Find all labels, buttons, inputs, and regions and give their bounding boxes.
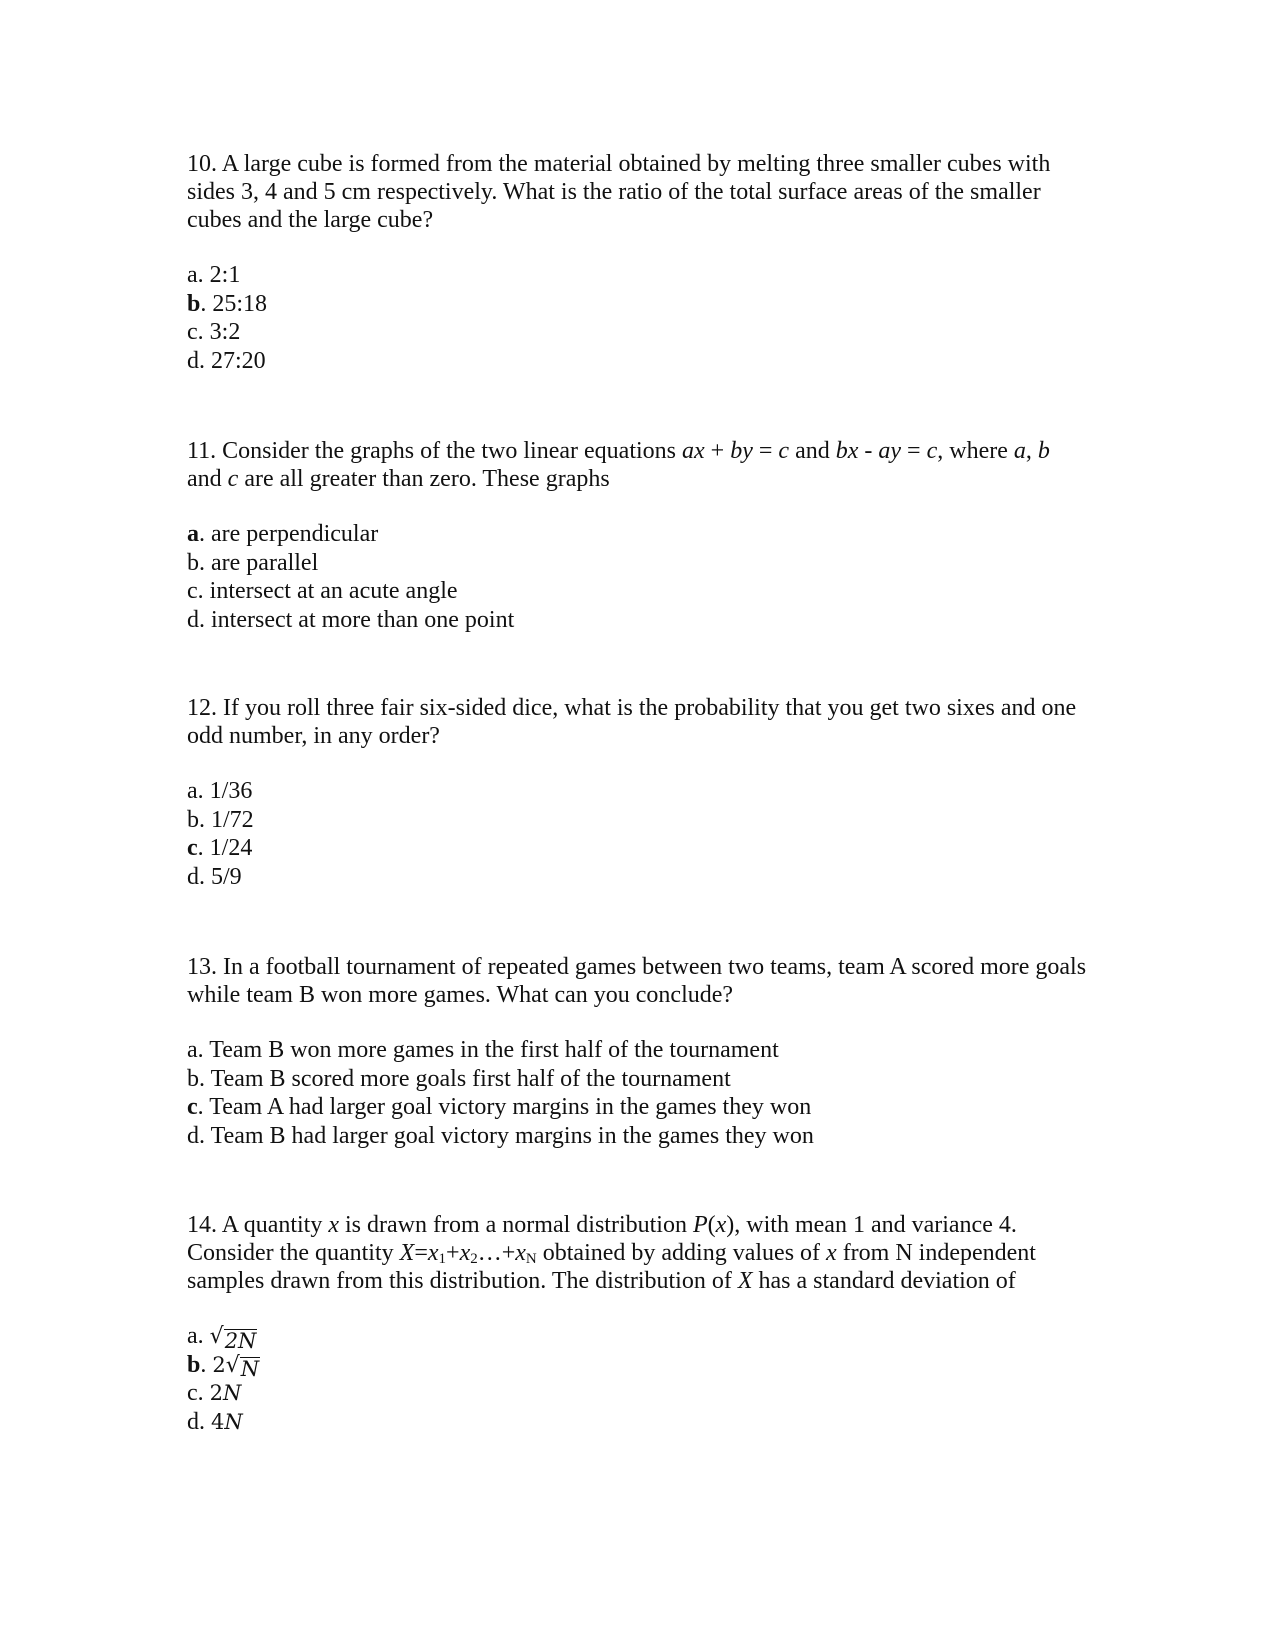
option-d: d. 5/9 [187,864,242,891]
variable: N [223,1381,242,1406]
variable: N [224,1410,243,1435]
option-letter: b [187,1351,201,1378]
answer-options [187,1036,1087,1151]
coefficient: 2 [209,1381,224,1406]
question-body: If you roll three fair six-sided dice, what is the probability that you get two sixes and one odd number, in any order? [187,695,1077,749]
option-text: 25:18 [212,290,268,317]
question-body: In a football tournament of repeated games between two teams, team A scored more goals while team B won more games. What can you conclude? [187,954,1087,1008]
question-number: 13. [187,954,217,980]
option-b: b. are parallel [187,549,319,576]
option-text: are parallel [211,549,319,576]
option-text: are perpendicular [211,521,379,547]
option-text: Team B scored more goals first half of the tournament [210,1065,731,1092]
option-letter: d [187,348,199,375]
option-b: b. 25:18 [187,290,268,317]
option-a: a. Team B won more games in the first half of the tournament [187,1037,779,1063]
option-letter: b [187,1065,199,1092]
option-text: 1/36 [209,778,253,804]
coefficient: 2 [212,1352,226,1377]
question-12 [187,694,1087,892]
question-14 [187,1211,1087,1437]
answer-options [187,520,1087,635]
option-a: a. 2:1 [187,262,241,288]
option-letter: c [187,578,198,605]
answer-options [187,777,1087,892]
radical-sign: √ [209,1324,224,1349]
question-text [187,1211,1087,1295]
question-text [187,150,1087,234]
option-letter: b [187,806,199,833]
option-b: b. 2 √ N [187,1351,260,1382]
question-11 [187,437,1087,635]
question-body: A quantity x is drawn from a normal distribution P(x), with mean 1 and variance 4. Consider the quantity $X=x_1+x_2\dots+x_N$ obtained by adding values of x from N independent samples drawn from this distribution. The distribution of X has a standard deviation of [187,1212,1036,1294]
option-text: 3:2 [209,319,241,346]
question-10 [187,150,1087,376]
question-text [187,437,1087,493]
option-a: a. are perpendicular [187,521,379,547]
question-body: A large cube is formed from the material obtained by melting three smaller cubes with sides 3, 4 and 5 cm respectively. What is the ratio of the total surface areas of the smaller cubes and the large cube? [187,151,1051,233]
option-letter: d [187,1123,199,1150]
option-text: 2:1 [209,262,241,288]
coefficient: 4 [211,1410,225,1435]
option-letter: c [187,319,198,346]
option-b: b. Team B scored more goals first half of the tournament [187,1065,731,1092]
option-c: c. Team A had larger goal victory margins in the games they won [187,1094,812,1121]
option-text: intersect at an acute angle [209,578,458,605]
square-root-expression [210,1323,258,1352]
question-13 [187,953,1087,1151]
option-d: d. intersect at more than one point [187,607,515,634]
option-letter: c [187,1380,198,1407]
option-letter: d [187,1409,199,1436]
option-c: c. 2N [187,1380,242,1407]
radicand: N [240,1357,260,1382]
option-letter: b [187,549,199,576]
question-number: 12. [187,695,217,721]
question-number: 14. [187,1212,217,1238]
option-a: a. 1/36 [187,778,253,804]
option-text: Team A had larger goal victory margins in the games they won [209,1094,812,1121]
option-text: Team B had larger goal victory margins in the games they won [210,1123,814,1150]
option-letter: b [187,290,201,317]
question-text [187,694,1087,750]
question-number: 11. [187,438,217,464]
option-a: a. √ 2N [187,1323,257,1353]
option-text: 1/24 [209,835,253,862]
option-letter: c [187,835,198,862]
option-c: c. intersect at an acute angle [187,578,458,605]
question-body: Consider the graphs of the two linear equations ax + by = c and bx - ay = c, where a, b and c are all greater than zero. These graphs [187,438,1050,492]
radical-sign: √ [225,1352,240,1378]
square-root-expression [226,1352,260,1381]
option-letter: a [187,1323,198,1349]
option-c: c. 3:2 [187,319,241,346]
answer-options [187,1322,1087,1437]
option-d: d. 27:20 [187,348,266,375]
option-text: 1/72 [211,806,254,833]
option-letter: d [187,607,199,634]
answer-options [187,261,1087,376]
question-number: 10. [187,151,217,177]
option-text: 27:20 [211,348,266,375]
option-letter: a [187,262,198,288]
option-text: 5/9 [211,864,242,891]
option-letter: c [187,1094,198,1121]
option-text: Team B won more games in the first half of the tournament [209,1037,779,1063]
radicand: 2N [224,1328,257,1353]
option-d: d. 4N [187,1409,243,1436]
option-letter: a [187,1037,198,1063]
option-letter: a [187,778,198,804]
option-letter: a [187,521,199,547]
option-letter: d [187,864,199,891]
option-b: b. 1/72 [187,806,254,833]
option-c: c. 1/24 [187,835,253,862]
option-d: d. Team B had larger goal victory margins in the games they won [187,1123,814,1150]
option-text: intersect at more than one point [211,607,515,634]
question-text [187,953,1087,1009]
